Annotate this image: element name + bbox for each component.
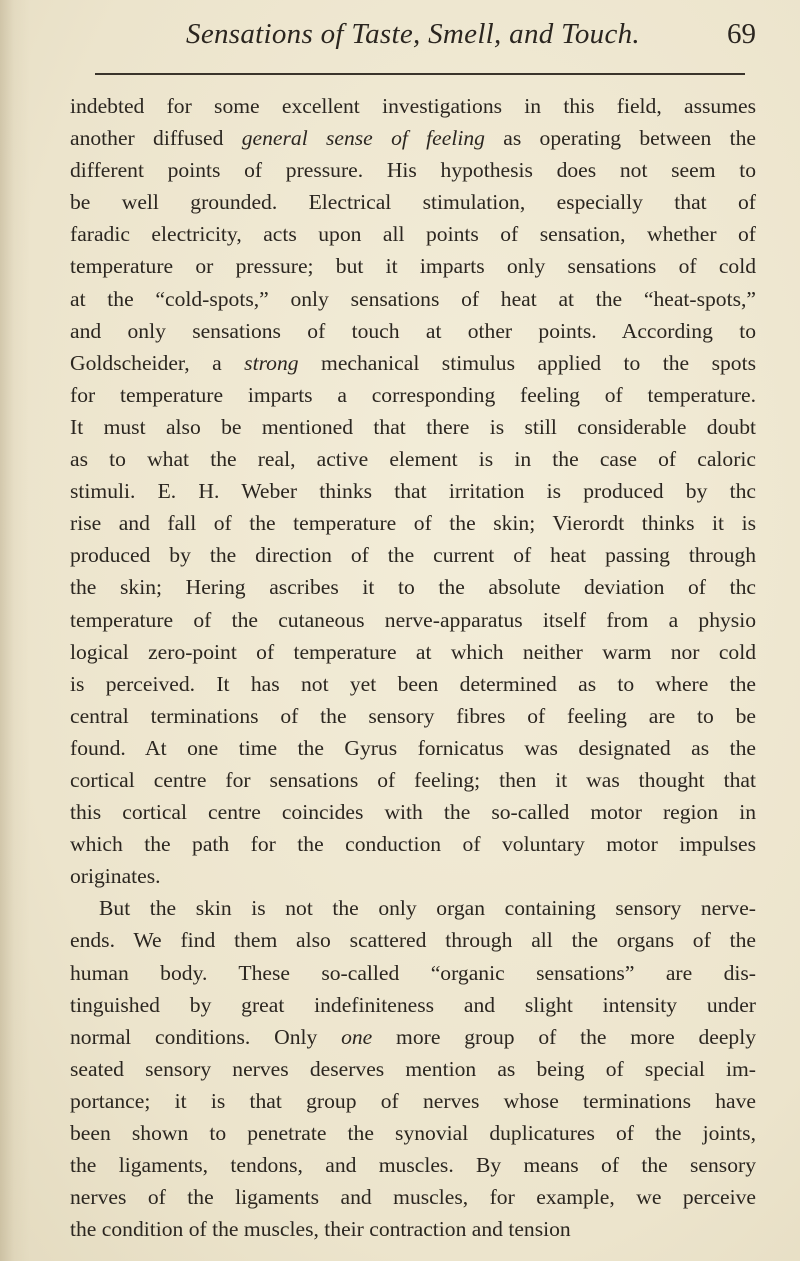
text-segment: is perceived. It has not yet been determined as to where the xyxy=(70,671,756,696)
text-segment: at the “cold-spots,” only sensations of heat at the “heat-spots,” xyxy=(70,286,756,311)
text-segment: and only sensations of touch at other points. According to xyxy=(70,318,756,343)
italic-text: general sense of feeling xyxy=(241,126,485,151)
text-line xyxy=(70,154,756,186)
text-line xyxy=(70,411,756,443)
text-segment: logical zero-point of temperature at which neither warm nor cold xyxy=(70,639,756,664)
text-line xyxy=(70,283,756,315)
text-line xyxy=(70,636,756,668)
running-head xyxy=(70,18,756,58)
text-segment: mechanical stimulus applied to the spots xyxy=(298,350,756,375)
text-line xyxy=(70,700,756,732)
text-segment: But the skin is not the only organ containing sensory nerve- xyxy=(99,896,756,921)
text-segment: be well grounded. Electrical stimulation, especially that of xyxy=(70,190,756,215)
text-line xyxy=(70,796,756,828)
text-line xyxy=(70,443,756,475)
text-segment: temperature of the cutaneous nerve-apparatus itself from a physio xyxy=(70,607,756,632)
text-line xyxy=(70,860,756,892)
text-line xyxy=(70,989,756,1021)
text-segment: for temperature imparts a corresponding feeling of temperature. xyxy=(70,382,756,407)
text-line xyxy=(70,507,756,539)
text-line xyxy=(70,218,756,250)
text-line xyxy=(70,1149,756,1181)
text-line xyxy=(70,475,756,507)
text-line xyxy=(70,347,756,379)
text-segment: portance; it is that group of nerves whose terminations have xyxy=(70,1088,756,1113)
text-segment: which the path for the conduction of voluntary motor impulses xyxy=(70,832,756,857)
text-segment: indebted for some excellent investigations in this field, assumes xyxy=(70,94,756,118)
body-text xyxy=(70,90,756,1245)
text-line xyxy=(70,604,756,636)
italic-text: strong xyxy=(244,350,299,375)
text-line xyxy=(70,90,756,122)
text-segment: It must also be mentioned that there is still considerable doubt xyxy=(70,414,756,439)
text-line xyxy=(70,250,756,282)
text-line xyxy=(70,828,756,860)
text-line xyxy=(70,892,756,924)
text-segment: more group of the more deeply xyxy=(372,1024,756,1049)
header-rule xyxy=(95,73,745,75)
text-segment: stimuli. E. H. Weber thinks that irritation is produced by thc xyxy=(70,479,756,504)
text-line xyxy=(70,1117,756,1149)
text-segment: rise and fall of the temperature of the skin; Vierordt thinks it is xyxy=(70,511,756,536)
text-segment: as to what the real, active element is in the case of caloric xyxy=(70,447,756,472)
text-line xyxy=(70,924,756,956)
text-line xyxy=(70,379,756,411)
running-head-title: Sensations of Taste, Smell, and Touch. xyxy=(186,18,640,50)
text-line xyxy=(70,957,756,989)
text-segment: human body. These so-called “organic sensations” are dis- xyxy=(70,960,756,985)
text-segment: originates. xyxy=(70,864,161,889)
text-line xyxy=(70,122,756,154)
text-line xyxy=(70,315,756,347)
text-segment: found. At one time the Gyrus fornicatus was designated as the xyxy=(70,735,756,760)
text-line xyxy=(70,1053,756,1085)
text-line xyxy=(70,539,756,571)
text-line xyxy=(70,1181,756,1213)
text-segment: nerves of the ligaments and muscles, for example, we perceive xyxy=(70,1185,756,1210)
text-segment: different points of pressure. His hypothesis does not seem to xyxy=(70,158,756,183)
text-segment: central terminations of the sensory fibres of feeling are to be xyxy=(70,703,756,728)
italic-text: one xyxy=(341,1024,373,1049)
text-segment: the condition of the muscles, their contraction and tension xyxy=(70,1217,571,1242)
text-segment: normal conditions. Only xyxy=(70,1024,342,1049)
text-segment: been shown to penetrate the synovial duplicatures of the joints, xyxy=(70,1121,756,1145)
page-number: 69 xyxy=(727,18,756,50)
text-line xyxy=(70,1021,756,1053)
text-segment: another diffused xyxy=(70,126,242,151)
text-line xyxy=(70,668,756,700)
text-segment: Goldscheider, a xyxy=(70,350,245,375)
text-segment: the ligaments, tendons, and muscles. By means of the sensory xyxy=(70,1153,756,1178)
text-segment: ends. We find them also scattered through all the organs of the xyxy=(70,928,756,953)
text-segment: the skin; Hering ascribes it to the absolute deviation of thc xyxy=(70,575,756,600)
text-line xyxy=(70,1085,756,1117)
text-segment: cortical centre for sensations of feeling; then it was thought that xyxy=(70,767,756,792)
text-segment: seated sensory nerves deserves mention as being of special im- xyxy=(70,1056,756,1081)
text-segment: as operating between the xyxy=(484,126,756,151)
text-segment: produced by the direction of the current of heat passing through xyxy=(70,543,756,568)
text-segment: this cortical centre coincides with the so-called motor region in xyxy=(70,800,756,825)
text-line xyxy=(70,732,756,764)
text-segment: faradic electricity, acts upon all points of sensation, whether of xyxy=(70,222,756,247)
text-segment: temperature or pressure; but it imparts only sensations of cold xyxy=(70,254,756,279)
text-line xyxy=(70,571,756,603)
text-segment: tinguished by great indefiniteness and slight intensity under xyxy=(70,992,756,1017)
text-line xyxy=(70,764,756,796)
text-line xyxy=(70,1213,756,1245)
text-line xyxy=(70,186,756,218)
